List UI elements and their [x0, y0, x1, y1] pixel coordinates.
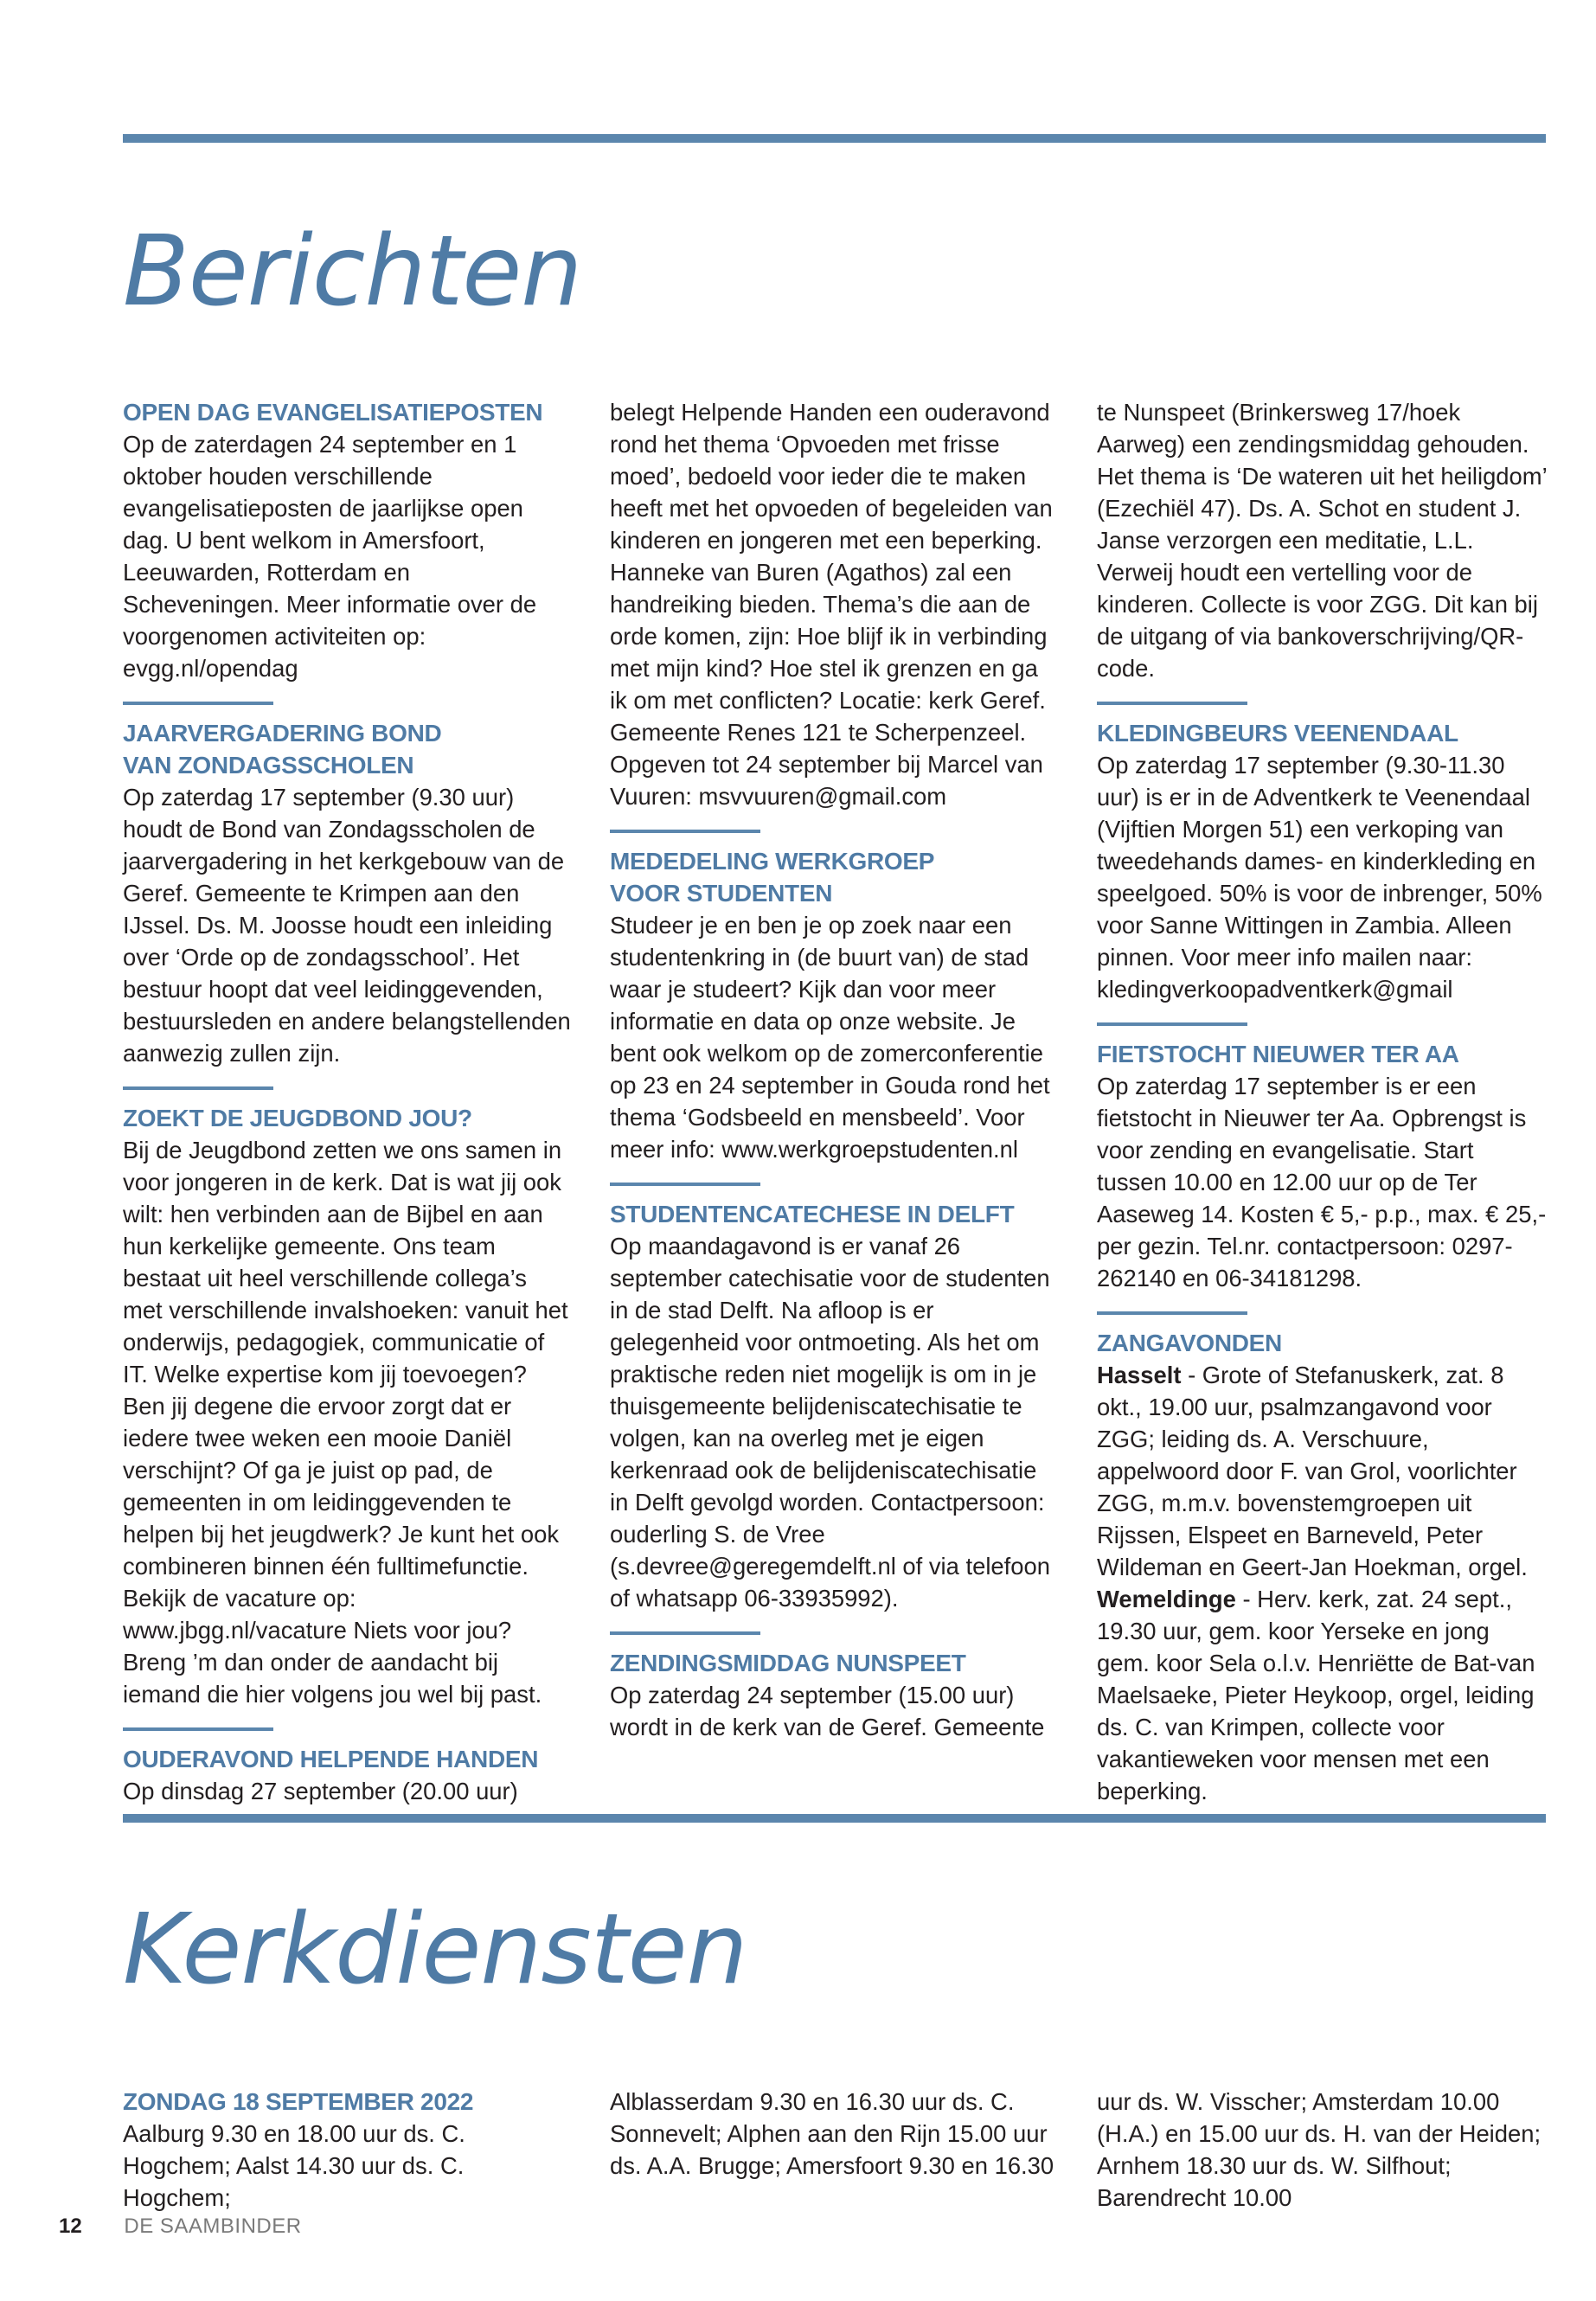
place-wemeldinge: Wemeldinge [1097, 1586, 1236, 1612]
heading-zendingsmiddag: ZENDINGSMIDDAG NUNSPEET [610, 1650, 966, 1676]
text-kerkdiensten-2: Alblasserdam 9.30 en 16.30 uur ds. C. Sonnevelt; Alphen aan den Rijn 15.00 uur ds. A.A. Brugge; Amersfoort 9.30 en 16.30 [610, 2088, 1054, 2179]
text-kerkdiensten-3: uur ds. W. Visscher; Amsterdam 10.00 (H.A.) en 15.00 uur ds. H. van der Heiden; Arnhem 18.30 uur ds. W. Silfhout; Barendrecht 10.00 [1097, 2088, 1542, 2211]
kerkdiensten-column-2 [610, 2086, 1060, 2182]
text-kledingbeurs: Op zaterdag 17 september (9.30-11.30 uur) is er in de Adventkerk te Veenendaal (Vijftien Morgen 51) een verkoping van tweedehands dames- en kinderkleding en speelgoed. 50% is voor de inbrenger, 50% voor Sanne Wittingen in Zambia. Alleen pinnen. Voor meer info mailen naar: kledingverkoopadventkerk@gmail [1097, 752, 1542, 1003]
heading-fietstocht: FIETSTOCHT NIEUWER TER AA [1097, 1041, 1459, 1067]
page-title: Berichten [123, 215, 582, 328]
text-ouderavond-continued: belegt Helpende Handen een ouderavond rond het thema ‘Opvoeden met frisse moed’, bedoeld voor ieder die te maken heeft met het opvoeden of begeleiden van kinderen en jongeren met een beperking. Hanneke van Buren (Agathos) zal een handreiking bieden. Thema’s die aan de orde komen, zijn: Hoe blijf ik in verbinding met mijn kind? Hoe stel ik grenzen en ga ik om met conflicten? Locatie: kerk Geref. Gemeente Renes 121 te Scherpenzeel. Opgeven tot 24 september bij Marcel van Vuuren: msvvuuren@gmail.com [610, 399, 1053, 810]
section-title-kerkdiensten: Kerkdiensten [123, 1894, 747, 2006]
page-number: 12 [59, 2214, 82, 2238]
text-kerkdiensten-1: Aalburg 9.30 en 18.00 uur ds. C. Hogchem; Aalst 14.30 uur ds. C. Hogchem; [123, 2120, 465, 2211]
heading-werkgroep-line1: MEDEDELING WERKGROEP [610, 848, 935, 875]
text-zangavond-wemeldinge [1097, 1583, 1547, 1807]
text-werkgroep: Studeer je en ben je op zoek naar een studentenkring in (de buurt van) de stad waar je studeert? Kijk dan voor meer informatie en data op onze website. Je bent ook welkom op de zomerconferentie op 23 en 24 september in Gouda rond het thema ‘Godsbeeld en mensbeeld’. Voor meer info: www.werkgroepstudenten.nl [610, 912, 1050, 1163]
kerkdiensten-column-3 [1097, 2086, 1547, 2214]
divider [1097, 1022, 1247, 1026]
divider [610, 830, 760, 833]
divider [1097, 702, 1247, 705]
divider [610, 1631, 760, 1635]
divider [123, 1727, 273, 1731]
heading-ouderavond: OUDERAVOND HELPENDE HANDEN [123, 1746, 539, 1772]
text-zangavond-hasselt [1097, 1359, 1547, 1583]
text-fietstocht: Op zaterdag 17 september is er een fietstocht in Nieuwer ter Aa. Opbrengst is voor zending en evangelisatie. Start tussen 10.00 en 12.00 uur op de Ter Aaseweg 14. Kosten € 5,- p.p., max. € 25,- per gezin. Tel.nr. contactpersoon: 0297-262140 en 06-34181298. [1097, 1073, 1547, 1292]
publication-name: DE SAAMBINDER [124, 2214, 302, 2238]
heading-kledingbeurs: KLEDINGBEURS VEENENDAAL [1097, 720, 1458, 747]
divider [123, 702, 273, 705]
berichten-column-1 [123, 396, 573, 1807]
heading-werkgroep-line2: VOOR STUDENTEN [610, 880, 833, 907]
top-rule [123, 134, 1546, 143]
place-hasselt: Hasselt [1097, 1362, 1182, 1388]
heading-jaarvergadering [123, 717, 573, 781]
text-jaarvergadering: Op zaterdag 17 september (9.30 uur) houdt de Bond van Zondagsscholen de jaarvergadering in het kerkgebouw van de Geref. Gemeente te Krimpen aan den IJssel. Ds. M. Joosse houdt een inleiding over ‘Orde op de zondagsschool’. Het bestuur hoopt dat veel leidinggevenden, bestuursleden en andere belangstellenden aanwezig zullen zijn. [123, 784, 571, 1067]
text-open-dag: Op de zaterdagen 24 september en 1 oktober houden verschillende evangelisatieposten de jaarlijkse open dag. U bent welkom in Amersfoort, Leeuwarden, Rotterdam en Scheveningen. Meer informatie over de voorgenomen activiteiten op: evgg.nl/opendag [123, 431, 537, 682]
kerkdiensten-column-1 [123, 2086, 573, 2214]
text-zendingsmiddag-continued: te Nunspeet (Brinkersweg 17/hoek Aarweg) een zendingsmiddag gehouden. Het thema is ‘De wateren uit het heiligdom’ (Ezechiël 47). Ds. A. Schot en student J. Janse verzorgen een meditatie, L.L. Verweij houdt een vertelling voor de kinderen. Collecte is voor ZGG. Dit kan bij de uitgang of via bankoverschrijving/QR-code. [1097, 399, 1547, 682]
divider [123, 1086, 273, 1090]
heading-zondag: ZONDAG 18 SEPTEMBER 2022 [123, 2088, 474, 2115]
heading-jeugdbond: ZOEKT DE JEUGDBOND JOU? [123, 1105, 472, 1131]
berichten-column-2 [610, 396, 1060, 1743]
divider [610, 1183, 760, 1186]
details-hasselt: - Grote of Stefanuskerk, zat. 8 okt., 19.00 uur, psalmzangavond voor ZGG; leiding ds. A. Verschuure, appelwoord door F. van Grol, voorlichter ZGG, m.m.v. bovenstemgroepen uit Rijssen, Elspeet en Barneveld, Peter Wildeman en Geert-Jan Hoekman, orgel. [1097, 1362, 1528, 1580]
text-catechese: Op maandagavond is er vanaf 26 september catechisatie voor de studenten in de stad Delft. Na afloop is er gelegenheid voor ontmoeting. Als het om praktische reden niet mogelijk is om in je thuisgemeente belijdeniscatechisatie te volgen, kan na overleg met je eigen kerkenraad ook de belijdeniscatechisatie in Delft gevolgd worden. Contactpersoon: ouderling S. de Vree (s.devree@geregemdelft.nl of via telefoon of whatsapp 06-33935992). [610, 1233, 1050, 1612]
heading-zangavonden: ZANGAVONDEN [1097, 1330, 1282, 1356]
divider [1097, 1311, 1247, 1315]
section-rule [123, 1814, 1546, 1823]
heading-catechese: STUDENTENCATECHESE IN DELFT [610, 1201, 1015, 1227]
text-ouderavond-start: Op dinsdag 27 september (20.00 uur) [123, 1778, 518, 1804]
text-jeugdbond: Bij de Jeugdbond zetten we ons samen in voor jongeren in de kerk. Dat is wat jij ook wilt: hen verbinden aan de Bijbel en aan hun kerkelijke gemeente. Ons team bestaat uit heel verschillende collega’s met verschillende invalshoeken: vanuit het onderwijs, pedagogiek, communicatie of IT. Welke expertise kom jij toevoegen? Ben jij degene die ervoor zorgt dat er iedere twee weken een mooie Daniël verschijnt? Of ga je juist op pad, de gemeenten in om leidinggevenden te helpen bij het jeugdwerk? Je kunt het ook combineren binnen één fulltimefunctie. Bekijk de vacature op: www.jbgg.nl/vacature Niets voor jou? Breng ’m dan onder de aandacht bij iemand die hier volgens jou wel bij past. [123, 1137, 568, 1708]
heading-open-dag: OPEN DAG EVANGELISATIEPOSTEN [123, 399, 543, 426]
heading-jaarvergadering-line1: JAARVERGADERING BOND [123, 720, 442, 747]
heading-werkgroep [610, 845, 1060, 909]
heading-jaarvergadering-line2: VAN ZONDAGSSCHOLEN [123, 752, 414, 779]
text-zendingsmiddag-start: Op zaterdag 24 september (15.00 uur) wordt in de kerk van de Geref. Gemeente [610, 1682, 1045, 1740]
page-footer [59, 2214, 302, 2239]
berichten-column-3 [1097, 396, 1547, 1807]
details-wemeldinge: - Herv. kerk, zat. 24 sept., 19.30 uur, gem. koor Yerseke en jong gem. koor Sela o.l.v. Henriëtte de Bat-van Maelsaeke, Pieter Heykoop, orgel, leiding ds. C. van Krimpen, collecte voor vakantieweken voor mensen met een beperking. [1097, 1586, 1535, 1804]
